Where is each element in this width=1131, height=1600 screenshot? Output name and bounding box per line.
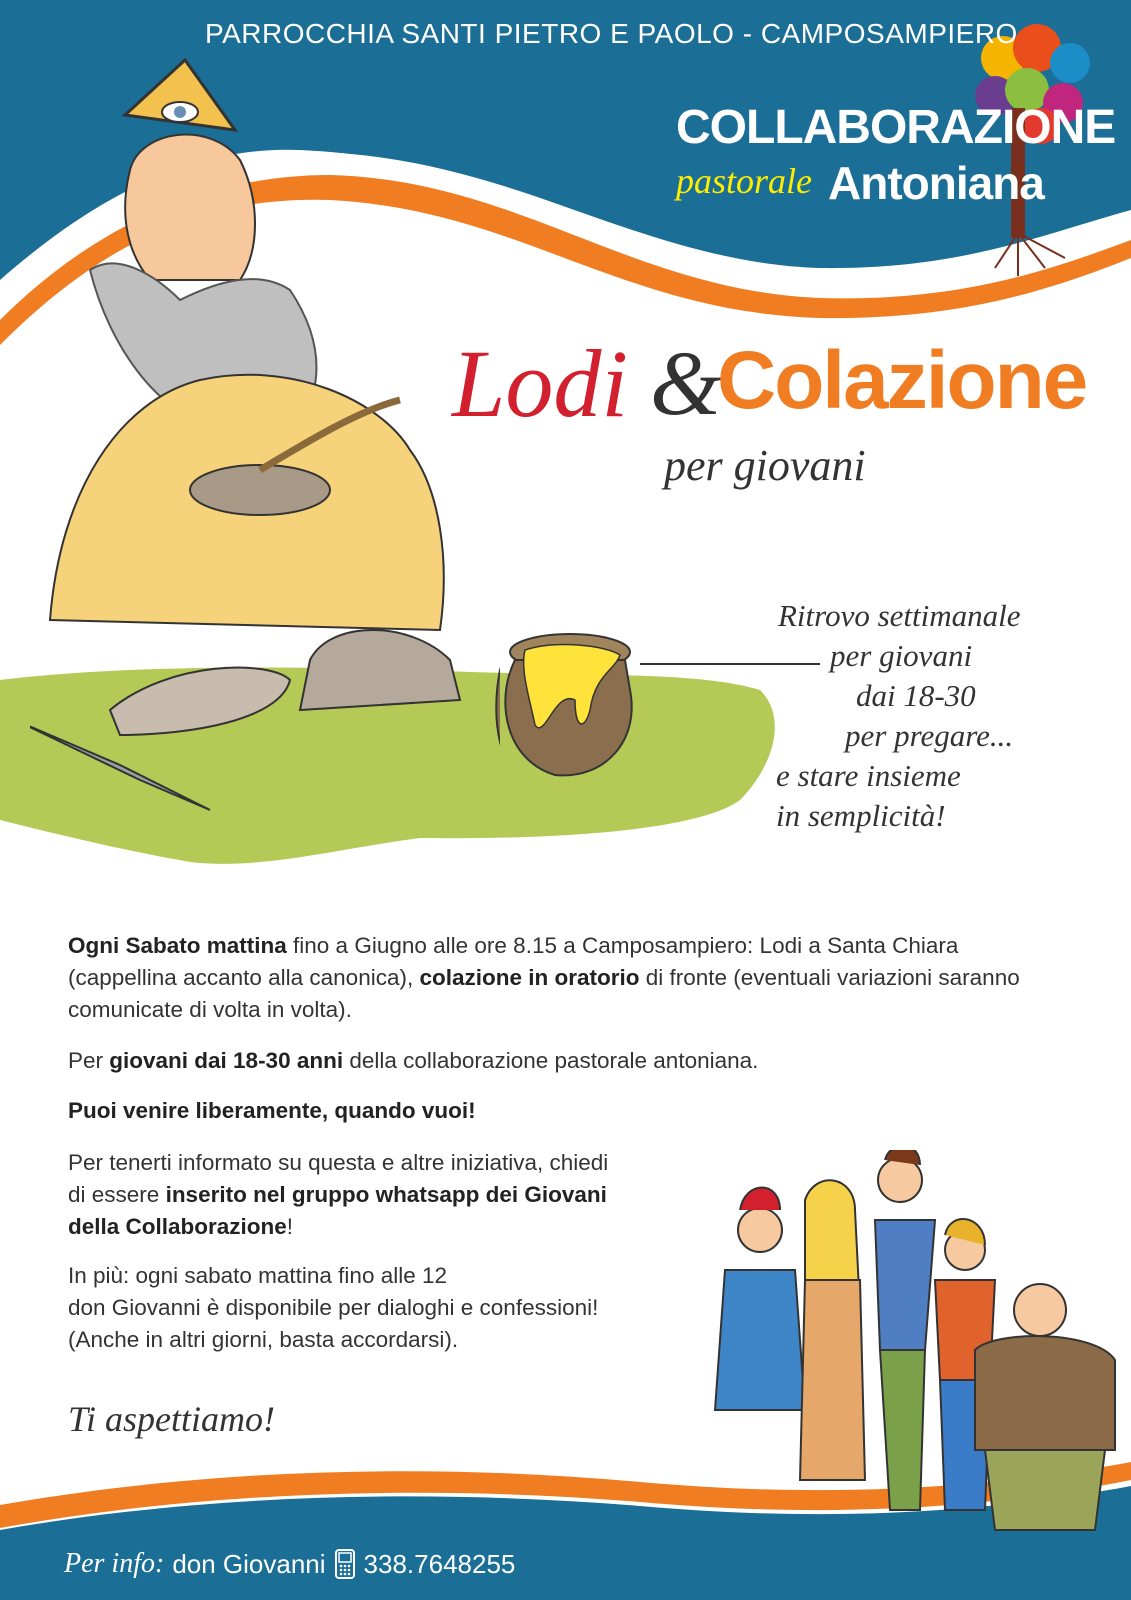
tagline-line: per giovani — [830, 638, 973, 673]
info-paragraph-invitation — [68, 1095, 1058, 1127]
emphasis: colazione in oratorio — [419, 965, 640, 990]
title-subtitle: per giovani — [664, 441, 866, 490]
youth-group-illustration — [695, 1150, 1125, 1540]
footer-contact-name: don Giovanni — [172, 1548, 326, 1579]
closing-message: Ti aspettiamo! — [68, 1399, 276, 1439]
title-ampersand: & — [650, 332, 722, 434]
tagline-line: Ritrovo settimanale — [778, 598, 1021, 633]
emphasis: giovani dai 18-30 anni — [109, 1048, 344, 1073]
footer-contact — [64, 1548, 515, 1580]
tagline-line: dai 18-30 — [856, 678, 976, 713]
footer-phone-number[interactable]: 338.7648255 — [363, 1548, 516, 1579]
text: fino a Giugno alle ore 8.15 a Camposampiero: Lodi a Santa Chiara (cappellina accanto alla canonica), — [68, 933, 959, 990]
text: don Giovanni è disponibile per dialoghi e confessioni! — [68, 1295, 599, 1320]
emphasis: Ogni Sabato mattina — [68, 933, 287, 958]
title-lodi: Lodi — [452, 330, 629, 437]
footer-label: Per info: — [64, 1548, 165, 1579]
text: di essere — [68, 1182, 166, 1207]
collaboration-title: COLLABORAZIONE — [676, 101, 1116, 154]
info-paragraph-confessions — [68, 1260, 708, 1356]
tagline-line: per pregare... — [845, 718, 1014, 753]
emphasis: inserito nel gruppo whatsapp dei Giovani — [165, 1182, 607, 1207]
info-paragraph-audience — [68, 1045, 1058, 1077]
emphasis: della Collaborazione — [68, 1214, 287, 1239]
honey-pot-illustration — [495, 630, 645, 780]
text: della collaborazione pastorale antoniana. — [343, 1048, 759, 1073]
text: Per tenerti informato su questa e altre iniziativa, chiedi — [68, 1150, 609, 1175]
tagline-line: in semplicità! — [776, 798, 946, 833]
tagline-connector-line — [640, 663, 820, 665]
phone-icon — [334, 1549, 356, 1579]
emphasis: Puoi venire liberamente, quando vuoi! — [68, 1098, 476, 1123]
text: ! — [286, 1214, 294, 1239]
text: di fronte (eventuali variazioni saranno comunicate di volta in volta). — [68, 965, 1020, 1022]
text: (Anche in altri giorni, basta accordarsi). — [68, 1327, 459, 1352]
info-paragraph-whatsapp — [68, 1147, 708, 1243]
hermit-illustration — [30, 20, 500, 830]
tagline-line: e stare insieme — [776, 758, 961, 793]
collaboration-pastorale: pastorale — [676, 161, 813, 201]
parish-name: PARROCCHIA SANTI PIETRO E PAOLO - CAMPOSAMPIERO — [205, 18, 1018, 49]
collaboration-antoniana: Antoniana — [828, 157, 1044, 209]
info-paragraph-schedule — [68, 930, 1058, 1026]
text: Per — [68, 1048, 110, 1073]
title-colazione: Colazione — [717, 335, 1087, 426]
text: In più: ogni sabato mattina fino alle 12 — [68, 1263, 448, 1288]
